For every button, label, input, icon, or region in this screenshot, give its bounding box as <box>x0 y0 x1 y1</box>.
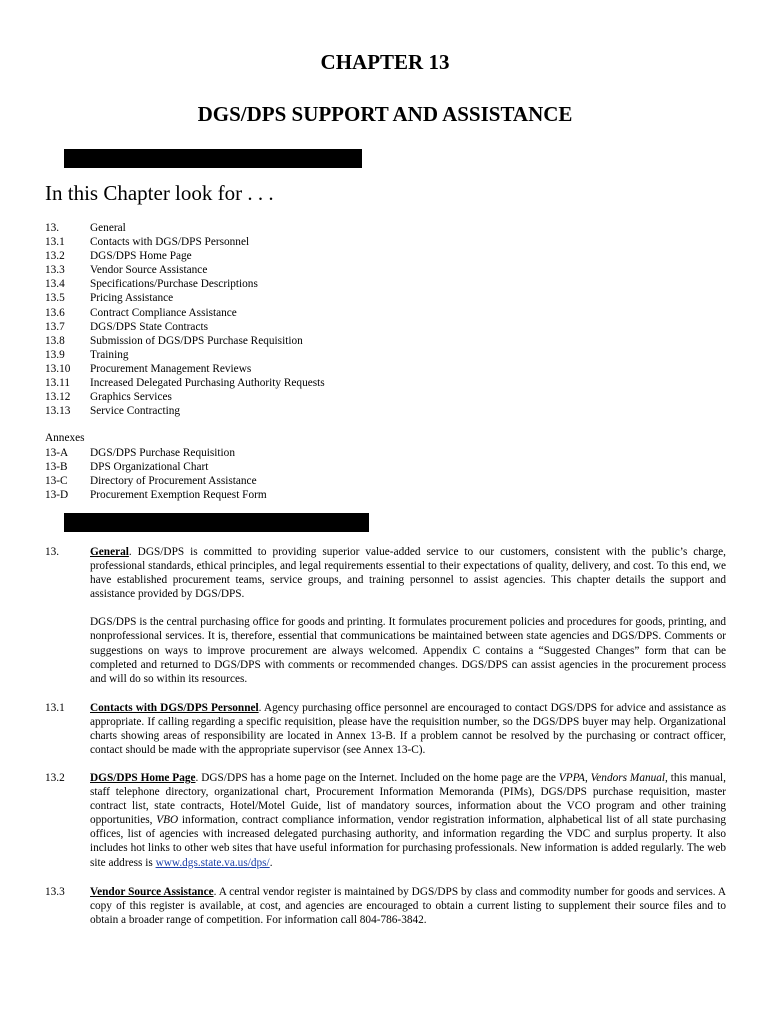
section-text: . <box>269 856 273 869</box>
section-paragraph <box>90 701 726 757</box>
toc-item[interactable] <box>45 320 325 334</box>
annex-item[interactable] <box>45 488 267 502</box>
section-body <box>90 545 726 686</box>
section-heading: General <box>90 546 129 558</box>
toc-number: 13.7 <box>45 320 65 333</box>
annexes-heading: Annexes <box>45 432 85 444</box>
toc-label: Increased Delegated Purchasing Authority Requests <box>90 377 325 390</box>
toc-label: DGS/DPS State Contracts <box>90 320 208 333</box>
section-paragraph <box>90 545 726 601</box>
section-13-general <box>45 545 726 686</box>
toc-number: 13.3 <box>45 264 65 277</box>
annex-label: DPS Organizational Chart <box>90 461 209 474</box>
toc-item[interactable] <box>45 277 325 291</box>
annex-number: 13-B <box>45 461 68 474</box>
toc-item[interactable] <box>45 306 325 320</box>
toc-item[interactable] <box>45 235 325 249</box>
section-number: 13.1 <box>45 702 65 714</box>
toc-label: Pricing Assistance <box>90 292 174 305</box>
toc-label: Specifications/Purchase Descriptions <box>90 278 258 291</box>
section-number: 13.3 <box>45 886 65 898</box>
section-text: , this manual, staff telephone directory, organizational chart, Procurement Information Memoranda (PIMs), DGS/DPS purchase requisition, master contract list, state contracts, Hotel/Motel Guide, list of mandatory sources, information about the VCO program and other training opportunities, <box>90 772 726 827</box>
section-paragraph <box>90 771 726 870</box>
section-text: information, contract compliance information, vendor registration information, alphabetical list of all state purchasing offices, list of agencies with increased delegated purchasing authority, and information regarding the VDC and surplus property. It also includes hot links to other web sites that have useful information for purchasing professionals. New information is added regularly. The web site address is <box>90 814 726 869</box>
annex-item[interactable] <box>45 474 267 488</box>
toc-label: DGS/DPS Home Page <box>90 250 192 263</box>
annex-list <box>45 446 267 502</box>
toc-number: 13.10 <box>45 362 71 375</box>
vbo-title: VBO <box>156 814 179 827</box>
toc-item[interactable] <box>45 334 325 348</box>
toc-item[interactable] <box>45 221 325 235</box>
annex-label: DGS/DPS Purchase Requisition <box>90 447 235 459</box>
section-text: , <box>584 772 591 784</box>
section-heading: Vendor Source Assistance <box>90 886 214 898</box>
toc-label: Contacts with DGS/DPS Personnel <box>90 236 250 249</box>
section-number: 13. <box>45 546 60 558</box>
toc-item[interactable] <box>45 376 325 390</box>
section-paragraph <box>90 615 726 685</box>
toc-label: Procurement Management Reviews <box>90 362 252 375</box>
vendors-manual-title: Vendors Manual <box>590 772 666 784</box>
section-body <box>90 885 726 927</box>
toc-number: 13.1 <box>45 236 65 249</box>
section-text: DGS/DPS is the central purchasing office for goods and printing. It formulates procurement policies and procedures for goods, printing, and nonprofessional services. It is, therefore, essential that communications be maintained between state agencies and DGS/DPS. Comments or suggestions on ways to improve procurement are always welcomed. Appendix C contains a “Suggested Changes” form that can be completed and returned to DGS/DPS with comments or recommended changes. DGS/DPS can assist agencies in the procurement process and will do so within its resources. <box>90 616 726 685</box>
chapter-toc <box>45 221 325 418</box>
toc-item[interactable] <box>45 263 325 277</box>
toc-number: 13.4 <box>45 278 65 291</box>
section-heading: DGS/DPS Home Page <box>90 772 196 784</box>
section-heading: Contacts with DGS/DPS Personnel <box>90 702 259 714</box>
annex-item[interactable] <box>45 460 267 474</box>
toc-label: Graphics Services <box>90 391 172 404</box>
toc-number: 13. <box>45 222 60 234</box>
section-body <box>90 701 726 757</box>
toc-label: Vendor Source Assistance <box>90 264 208 277</box>
toc-number: 13.5 <box>45 292 65 305</box>
toc-number: 13.11 <box>45 377 70 390</box>
toc-label: General <box>90 222 126 234</box>
toc-item[interactable] <box>45 390 325 404</box>
vppa-title: VPPA <box>558 772 585 784</box>
annex-label: Directory of Procurement Assistance <box>90 475 257 488</box>
section-paragraph <box>90 885 726 927</box>
toc-label: Training <box>90 348 129 361</box>
chapter-title: DGS/DPS SUPPORT AND ASSISTANCE <box>197 102 573 126</box>
toc-label: Submission of DGS/DPS Purchase Requisition <box>90 334 303 347</box>
section-number: 13.2 <box>45 772 65 784</box>
toc-item[interactable] <box>45 404 325 418</box>
toc-number: 13.12 <box>45 391 71 404</box>
toc-label: Service Contracting <box>90 405 181 418</box>
toc-label: Contract Compliance Assistance <box>90 306 237 319</box>
toc-item[interactable] <box>45 291 325 305</box>
look-for-heading: In this Chapter look for . . . <box>45 181 274 205</box>
section-divider-bar <box>64 513 369 532</box>
section-text: . A central vendor register is maintained by DGS/DPS by class and commodity number for goods and services. A copy of this register is available, at cost, and agencies are encouraged to obtain a current listing to supplement their source files and to obtain a broader range of competition. For information call 804-786-3842. <box>90 886 726 927</box>
chapter-number: CHAPTER 13 <box>320 50 450 74</box>
website-link[interactable]: www.dgs.state.va.us/dps/ <box>155 856 270 869</box>
toc-number: 13.13 <box>45 405 71 418</box>
annex-number: 13-C <box>45 475 68 488</box>
section-text: . DGS/DPS has a home page on the Internet. Included on the home page are the <box>195 772 559 784</box>
toc-item[interactable] <box>45 348 325 362</box>
annex-number: 13-D <box>45 489 69 502</box>
section-13-3-vendor-source <box>45 885 726 927</box>
section-13-2-home-page <box>45 771 726 870</box>
toc-number: 13.6 <box>45 306 65 319</box>
toc-number: 13.9 <box>45 348 65 361</box>
annex-number: 13-A <box>45 447 69 459</box>
toc-number: 13.8 <box>45 334 65 347</box>
section-text: . DGS/DPS is committed to providing superior value-added service to our customers, consistent with the public’s charge, professional standards, ethical principles, and legal requirements essential to their expectations of quality, delivery, and cost. To this end, we have established procurement teams, service groups, and training personnel to assist agencies. This chapter details the support and assistance provided by DGS/DPS. <box>90 546 726 601</box>
toc-number: 13.2 <box>45 250 65 263</box>
toc-item[interactable] <box>45 362 325 376</box>
annex-item[interactable] <box>45 446 267 460</box>
section-13-1-contacts <box>45 701 726 757</box>
annex-label: Procurement Exemption Request Form <box>90 489 267 502</box>
section-text: . Agency purchasing office personnel are encouraged to contact DGS/DPS for advice and assistance as appropriate. If calling regarding a specific requisition, please have the requisition number, so the DGS/DPS buyer may help. Organizational charts showing areas of responsibility are located in Annex 13-B. If a problem cannot be resolved by the purchasing or contract officer, contact should be made with the appropriate supervisor (see Annex 13-C). <box>90 702 726 757</box>
toc-item[interactable] <box>45 249 325 263</box>
section-divider-bar <box>64 149 362 168</box>
section-body <box>90 771 726 870</box>
